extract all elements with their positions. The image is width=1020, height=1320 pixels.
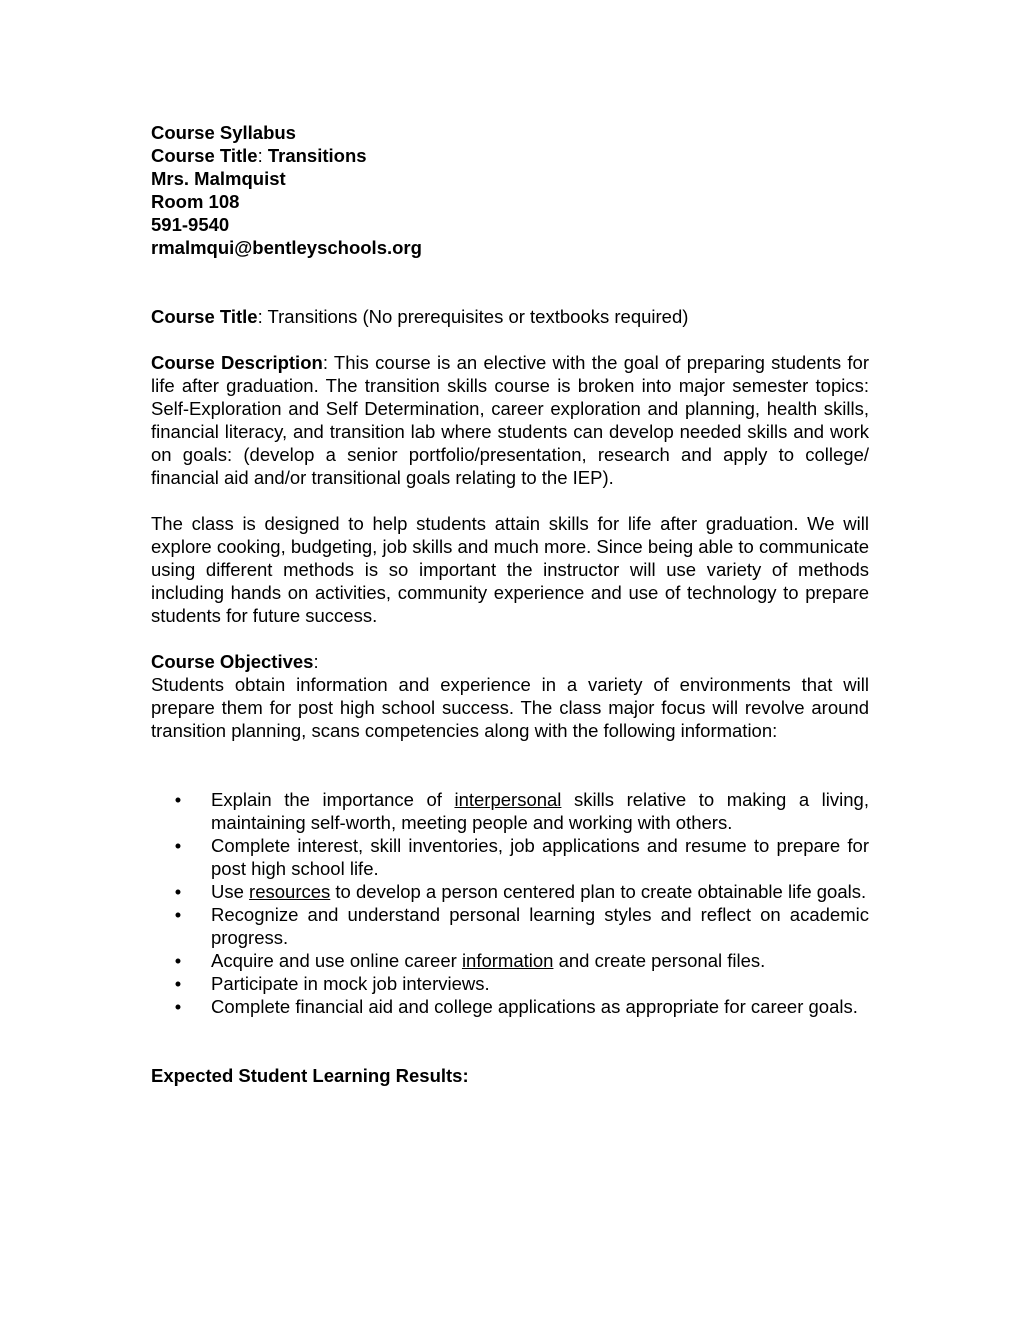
class-paragraph: The class is designed to help students attain skills for life after graduation. We will explore cooking, budgeting, job skills and much more. Since being able to communicate using different methods is so important the instructor will use variety of methods including hands on activities, community experience and use of technology to prepare students for future success. [151,513,869,626]
course-title-label: Course Title [151,306,258,327]
objectives-list [151,788,869,1018]
resources-link[interactable]: resources [249,881,331,902]
bullet-icon: • [174,973,182,994]
objectives-colon: : [313,651,319,672]
syllabus-header [151,121,869,259]
course-title-line [151,305,869,328]
objectives-heading [151,650,869,673]
list-item-text: Participate in mock job interviews. [211,973,490,994]
list-item-text: Explain the importance of [211,789,455,810]
list-item-text-end: skills relative to making a living, maintaining self-worth, meeting people and working with others. [211,789,869,833]
header-course-syllabus: Course Syllabus [151,122,296,143]
list-item-text: Acquire and use online career [211,950,462,971]
bullet-icon: • [174,835,182,856]
list-item [151,880,869,903]
list-item [151,788,869,834]
bullet-icon: • [174,881,182,902]
header-title-value: Transitions [267,145,367,166]
course-description [151,351,869,489]
header-teacher: Mrs. Malmquist [151,168,286,189]
list-item-text: Use [211,881,250,902]
bullet-icon: • [174,996,182,1017]
list-item [151,903,869,949]
course-title-text: : Transitions (No prerequisites or textbooks required) [257,306,689,327]
list-item-text: Recognize and understand personal learning styles and reflect on academic progress. [211,904,869,948]
list-item-text-end: to develop a person centered plan to create obtainable life goals. [330,881,867,902]
information-link[interactable]: information [461,950,554,971]
list-item-text: Complete interest, skill inventories, job applications and resume to prepare for post high school life. [211,835,869,879]
list-item-text-end: and create personal files. [553,950,766,971]
bullet-icon: • [174,789,182,810]
interpersonal-link[interactable]: interpersonal [454,789,562,810]
syllabus-page [151,121,869,1087]
list-item [151,995,869,1018]
objectives-intro: Students obtain information and experience in a variety of environments that will prepare them for post high school success. The class major focus will revolve around transition planning, scans competencies along with the following information: [151,674,869,741]
header-title-label: Course Title [151,145,258,166]
header-title-sep: : [257,145,268,166]
course-description-label: Course Description [151,352,323,373]
results-heading: Expected Student Learning Results: [151,1065,469,1086]
objectives-label: Course Objectives [151,651,314,672]
list-item [151,972,869,995]
header-email: rmalmqui@bentleyschools.org [151,237,422,258]
list-item [151,949,869,972]
header-room: Room 108 [151,191,240,212]
bullet-icon: • [174,950,182,971]
header-phone: 591-9540 [151,214,230,235]
course-description-text: : This course is an elective with the goal of preparing students for life after graduation. The transition skills course is broken into major semester topics: Self-Exploration and Self Determination, career exploration and planning, health skills, financial literacy, and transition lab where students can develop needed skills and work on goals: (develop a senior portfolio/presentation, research and apply to college/ financial aid and/or transitional goals relating to the IEP). [151,352,869,488]
list-item-text: Complete financial aid and college applications as appropriate for career goals. [211,996,858,1017]
bullet-icon: • [174,904,182,925]
list-item [151,834,869,880]
header-course-title [151,144,869,167]
